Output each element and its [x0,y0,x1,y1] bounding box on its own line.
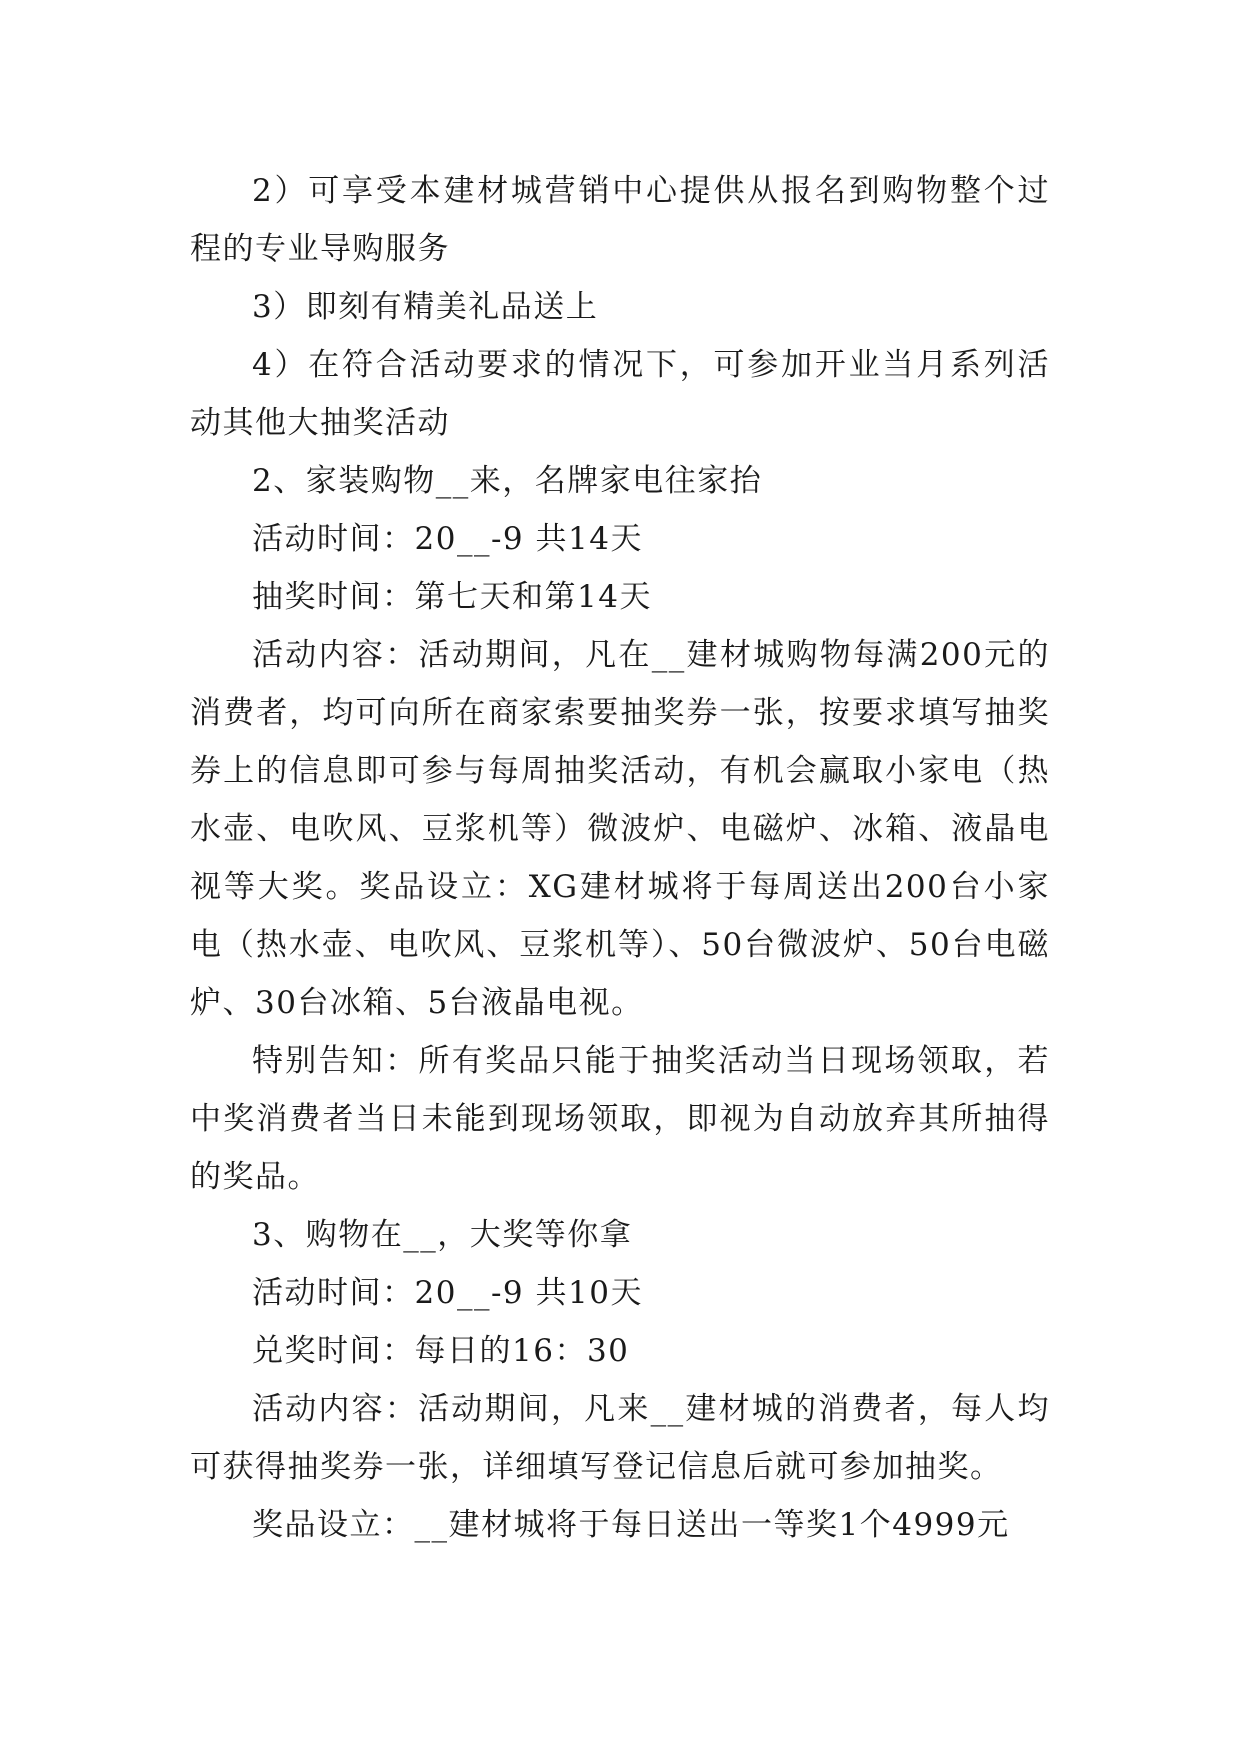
paragraph-item-2: 2）可享受本建材城营销中心提供从报名到购物整个过程的专业导购服务 [190,173,1050,267]
paragraph-item-3: 3）即刻有精美礼品送上 [252,289,599,325]
section-heading-2: 2、家装购物__来，名牌家电往家抬 [252,463,763,499]
special-notice: 特别告知：所有奖品只能于抽奖活动当日现场领取，若中奖消费者当日未能到现场领取，即视为自动放弃其所抽得的奖品。 [190,1043,1050,1195]
section-heading-3: 3、购物在__，大奖等你拿 [252,1217,633,1253]
activity-time-2: 活动时间：20__-9 共14天 [252,521,643,557]
redeem-time-3: 兑奖时间：每日的16：30 [252,1333,630,1369]
activity-time-3: 活动时间：20__-9 共10天 [252,1275,643,1311]
paragraph-item-4: 4）在符合活动要求的情况下，可参加开业当月系列活动其他大抽奖活动 [190,347,1050,441]
activity-content-2: 活动内容：活动期间，凡在__建材城购物每满200元的消费者，均可向所在商家索要抽奖券一张，按要求填写抽奖券上的信息即可参与每周抽奖活动，有机会赢取小家电（热水壶、电吹风、豆浆机等）微波炉、电磁炉、冰箱、液晶电视等大奖。奖品设立：XG建材城将于每周送出200台小家电（热水壶、电吹风、豆浆机等）、50台微波炉、50台电磁炉、30台冰箱、5台液晶电视。 [190,637,1050,1021]
prize-setup-3: 奖品设立：__建材城将于每日送出一等奖1个4999元 [252,1507,1010,1543]
document-body [190,162,1050,1554]
draw-time-2: 抽奖时间：第七天和第14天 [252,579,652,615]
activity-content-3: 活动内容：活动期间，凡来__建材城的消费者，每人均可获得抽奖券一张，详细填写登记信息后就可参加抽奖。 [190,1391,1050,1485]
